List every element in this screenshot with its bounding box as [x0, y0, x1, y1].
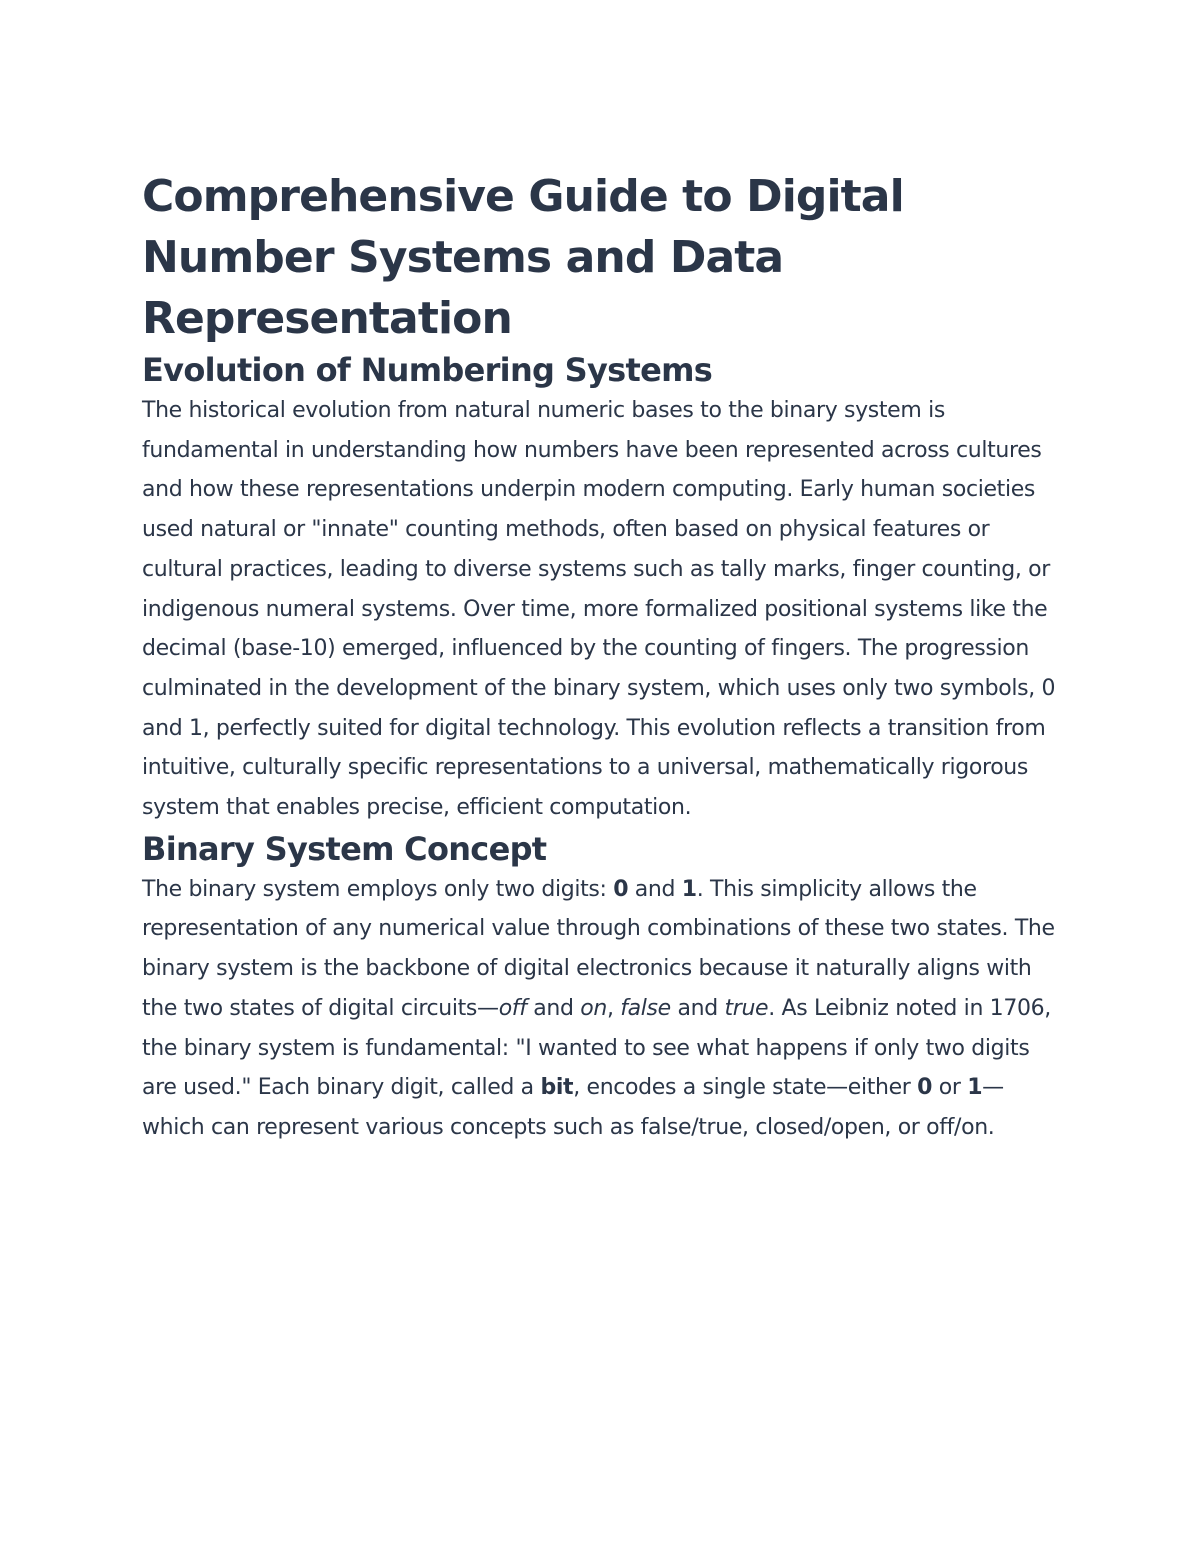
bold-digit-one: 1: [967, 1075, 983, 1101]
section-paragraph-evolution: The historical evolution from natural numeric bases to the binary system is fundamental in understanding how numbers have been represented across cultures and how these representations underpin modern computing. Early human societies used natural or "innate" counting methods, often based on physical features or cultural practices, leading to diverse systems such as tally marks, finger counting, or indigenous numeral systems. Over time, more formalized positional systems like the decimal (base-10) emerged, influenced by the counting of fingers. The progression culminated in the development of the binary system, which uses only two symbols, 0 and 1, perfectly suited for digital technology. This evolution reflects a transition from intuitive, culturally specific representations to a universal, mathematically rigorous system that enables precise, efficient computation.: [142, 398, 1056, 821]
italic-off: off: [498, 995, 527, 1021]
bold-digit-one: 1: [681, 876, 697, 902]
text-run: . As Leibniz noted in 1706, the binary system is fundamental: "I wanted to see what happens if only two digits are used." Each binary digit, called a: [142, 995, 1051, 1101]
section-heading-binary: Binary System Concept: [142, 829, 547, 868]
italic-false: false: [620, 995, 671, 1021]
text-run: and: [628, 876, 682, 902]
document-page: [142, 166, 1062, 1148]
text-run: or: [932, 1075, 968, 1101]
document-title: Comprehensive Guide to Digital Number Systems and Data Representation: [142, 171, 904, 344]
text-run: and: [526, 995, 581, 1021]
text-run: The binary system employs only two digits:: [142, 876, 614, 902]
bold-digit-zero: 0: [917, 1075, 933, 1101]
text-run: . This simplicity allows the representation of any numerical value through combinations of these two states. The binary system is the backbone of digital electronics because it naturally aligns with the two states of digital circuits—: [142, 876, 1055, 1021]
section-heading-evolution: Evolution of Numbering Systems: [142, 351, 713, 389]
text-run: , encodes a single state—either: [573, 1075, 918, 1101]
bold-digit-zero: 0: [613, 876, 629, 902]
section-paragraph-binary: [142, 870, 1062, 1148]
italic-true: true: [724, 995, 769, 1021]
italic-on: on: [580, 995, 607, 1021]
bold-bit: bit: [540, 1075, 574, 1101]
text-run: —which can represent various concepts such as false/true, closed/open, or off/on.: [142, 1075, 1004, 1140]
text-run: and: [670, 995, 725, 1021]
text-run: ,: [606, 995, 621, 1021]
